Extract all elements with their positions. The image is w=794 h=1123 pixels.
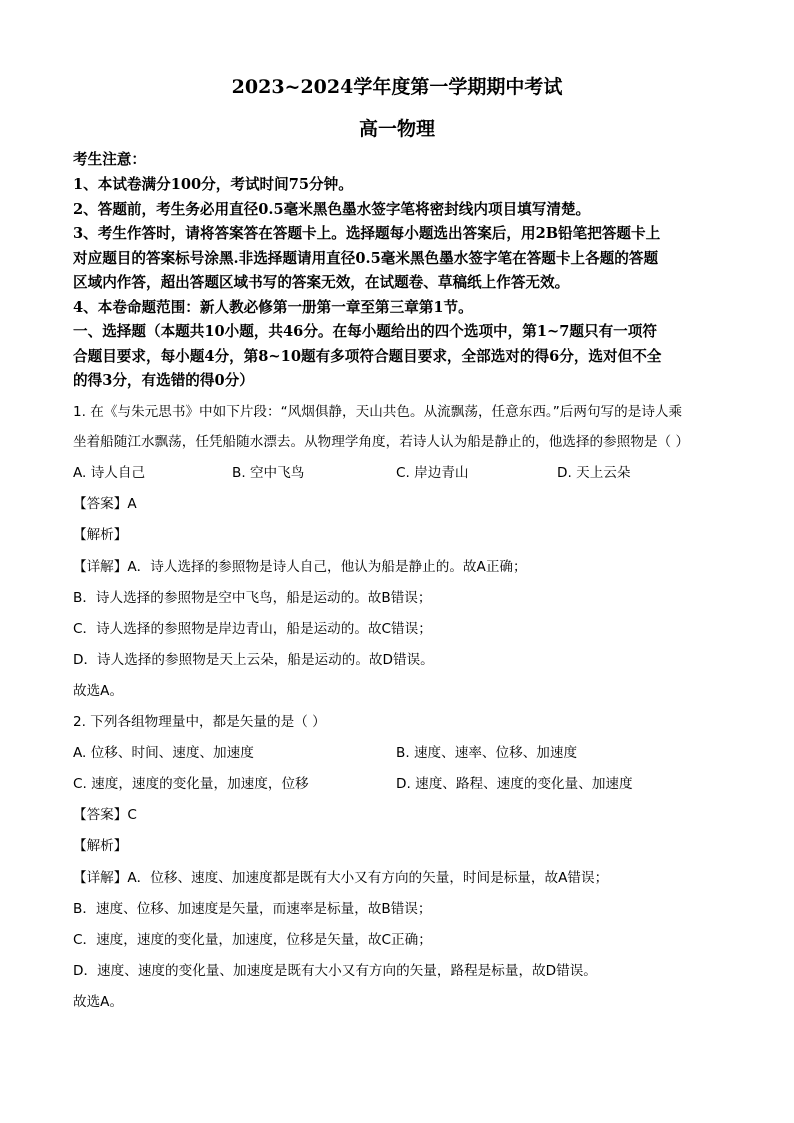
question-2-detail: D．速度、速度的变化量、加速度是既有大小又有方向的矢量，路程是标量，故D错误。 [73,963,597,979]
question-1-stem: 坐着船随江水飘荡，任凭船随水漂去。从物理学角度，若诗人认为船是静止的，他选择的参照物是（ ） [73,434,690,450]
section-instructions: 一、选择题（本题共10小题，共46分。在每小题给出的四个选项中，第1~7题只有一项符 [73,323,657,340]
section-instructions: 合题目要求，每小题4分，第8~10题有多项符合题目要求，全部选对的得6分，选对但不全 [73,348,662,365]
exam-subtitle: 高一物理 [358,118,435,140]
question-1-detail: C．诗人选择的参照物是岸边青山，船是运动的。故C错误； [73,621,432,637]
question-2-conclusion: 故选A。 [73,994,124,1010]
exam-title: 2023~2024学年度第一学期期中考试 [231,76,563,98]
question-1-option-b: B. 空中飞鸟 [232,465,305,481]
question-2-option-c: C. 速度，速度的变化量，加速度，位移 [73,776,309,792]
notice-line: 1、本试卷满分100分，考试时间75分钟。 [73,176,353,193]
question-1-answer: 【答案】A [73,496,137,512]
question-2-detail: 【详解】A．位移、速度、加速度都是既有大小又有方向的矢量，时间是标量，故A错误； [73,870,609,886]
notice-line: 对应题目的答案标号涂黑.非选择题请用直径0.5毫米黑色墨水签字笔在答题卡上各题的答题 [73,250,659,267]
notice-line: 2、答题前，考生务必用直径0.5毫米黑色墨水签字笔将密封线内项目填写清楚。 [73,201,591,218]
question-2-stem: 2. 下列各组物理量中，都是矢量的是（ ） [73,714,326,730]
question-1-detail: 【详解】A．诗人选择的参照物是诗人自己，他认为船是静止的。故A正确； [73,559,527,575]
question-1-detail: D．诗人选择的参照物是天上云朵，船是运动的。故D错误。 [73,652,434,668]
question-2-option-d: D. 速度、路程、速度的变化量、加速度 [396,776,633,792]
question-1-detail: B．诗人选择的参照物是空中飞鸟，船是运动的。故B错误； [73,590,432,606]
notice-line: 区域内作答，超出答题区域书写的答案无效，在试题卷、草稿纸上作答无效。 [73,274,570,291]
notice-heading: 考生注意： [73,151,146,168]
question-1-stem: 1. 在《与朱元思书》中如下片段：“风烟俱静，天山共色。从流飘荡，任意东西。”后两句写的是诗人乘 [73,404,683,420]
notice-line: 3、考生作答时，请将答案答在答题卡上。选择题每小题选出答案后，用2B铅笔把答题卡上 [73,225,661,242]
question-2-answer: 【答案】C [73,807,137,823]
question-2-option-b: B. 速度、速率、位移、加速度 [396,745,578,761]
question-2-detail: B．速度、位移、加速度是矢量，而速率是标量，故B错误； [73,901,432,917]
question-2-analysis-label: 【解析】 [73,838,128,854]
question-1-conclusion: 故选A。 [73,683,124,699]
question-1-option-d: D. 天上云朵 [557,465,631,481]
section-instructions: 的得3分，有选错的得0分） [73,372,254,389]
notice-line: 4、本卷命题范围：新人教必修第一册第一章至第三章第1节。 [73,299,473,316]
question-2-option-a: A. 位移、时间、速度、加速度 [73,745,254,761]
question-1-option-a: A. 诗人自己 [73,465,146,481]
question-1-option-c: C. 岸边青山 [396,465,469,481]
question-2-detail: C．速度，速度的变化量，加速度，位移是矢量，故C正确； [73,932,432,948]
question-1-analysis-label: 【解析】 [73,527,128,543]
